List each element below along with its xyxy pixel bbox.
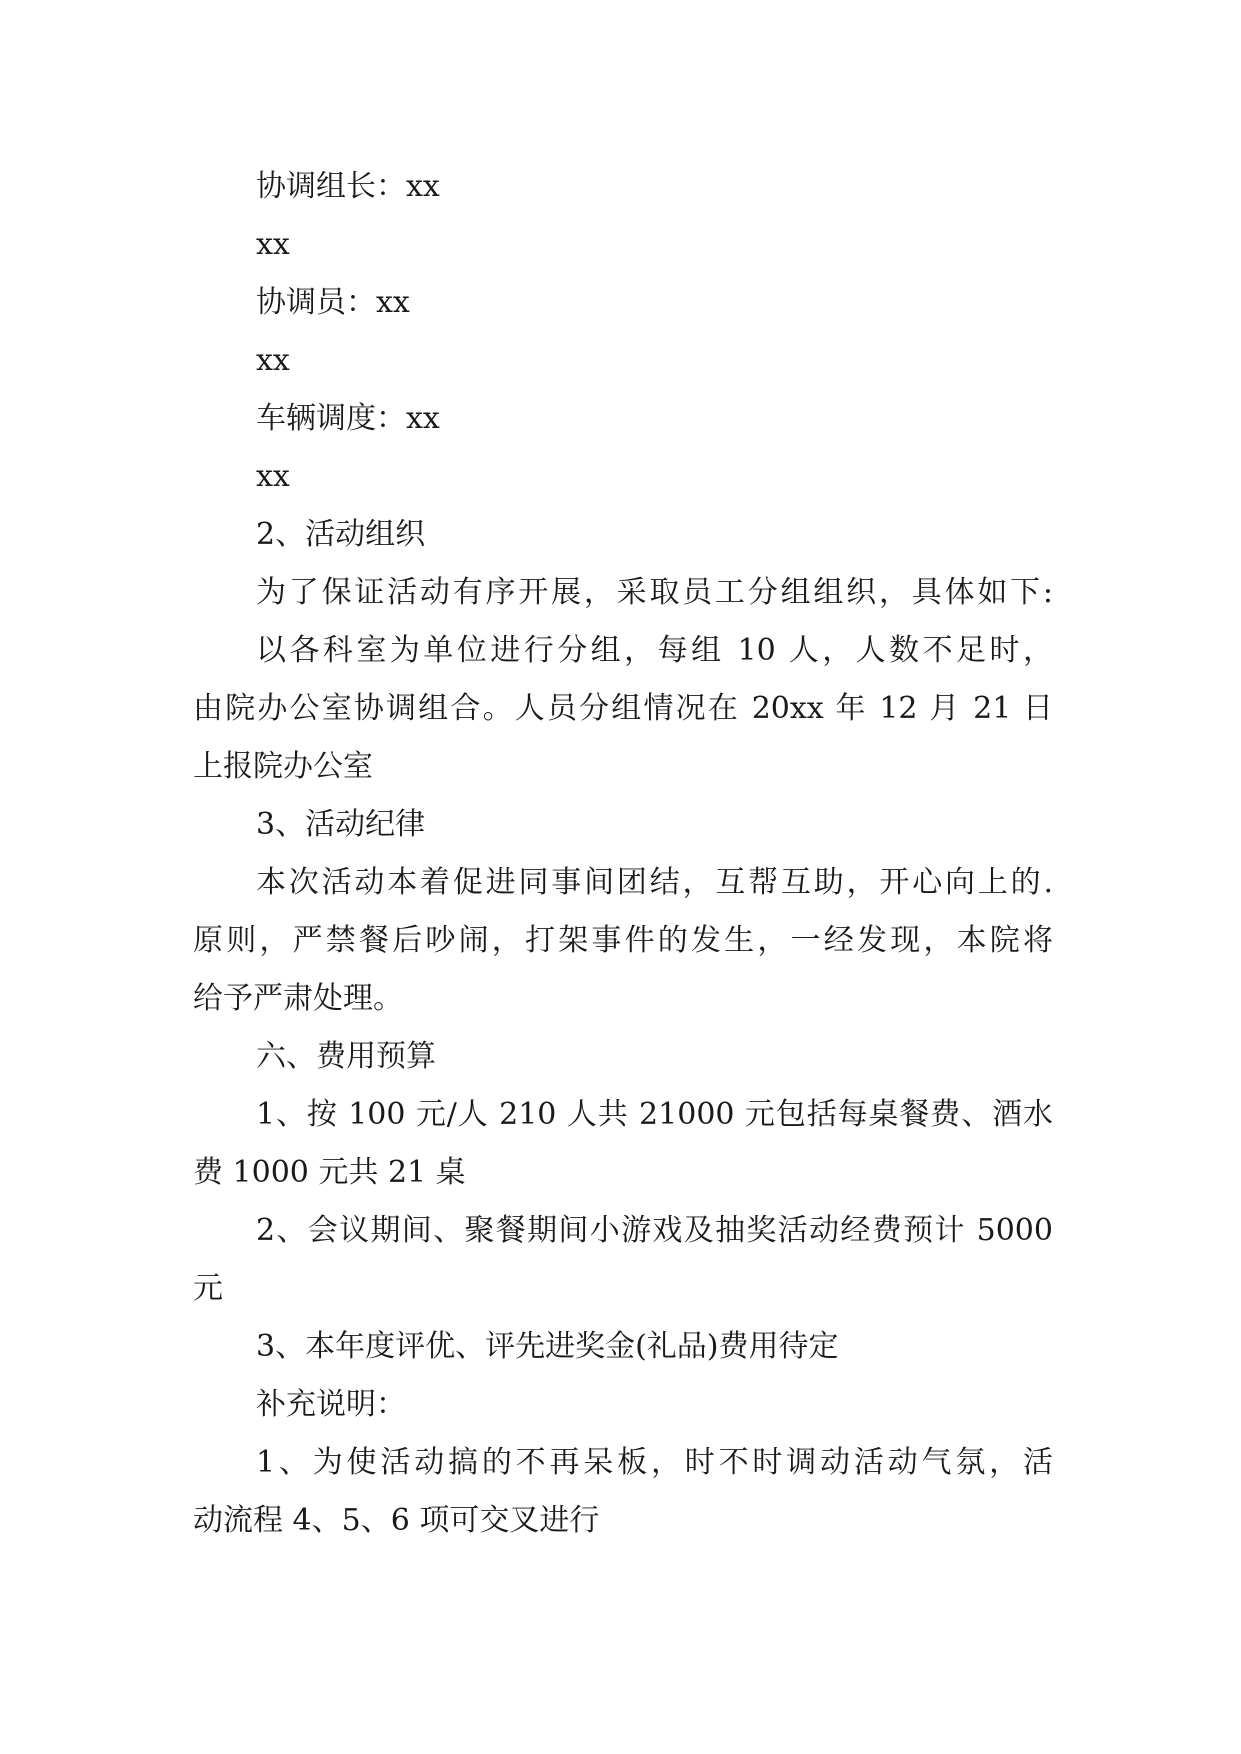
text-line: 原则，严禁餐后吵闹，打架事件的发生，一经发现，本院将 (193, 923, 1053, 958)
text-line: xx (256, 227, 290, 262)
text-line: 给予严肃处理。 (193, 981, 403, 1016)
section-heading: 2、活动组织 (256, 517, 426, 552)
section-heading: 六、费用预算 (256, 1039, 436, 1074)
text-line: 1、为使活动搞的不再呆板，时不时调动活动气氛，活 (256, 1445, 1053, 1480)
text-line: 动流程 4、5、6 项可交叉进行 (193, 1503, 600, 1538)
text-line: 上报院办公室 (193, 749, 373, 784)
text-line: 协调员：xx (256, 285, 410, 320)
text-line: 由院办公室协调组合。人员分组情况在 20xx 年 12 月 21 日 (193, 691, 1053, 726)
section-heading: 3、活动纪律 (256, 807, 426, 842)
text-line: 3、本年度评优、评先进奖金(礼品)费用待定 (256, 1329, 839, 1364)
text-line: 以各科室为单位进行分组，每组 10 人，人数不足时， (256, 633, 1053, 668)
text-line: 为了保证活动有序开展，采取员工分组组织，具体如下: (256, 575, 1053, 610)
text-line: 本次活动本着促进同事间团结，互帮互助，开心向上的. (256, 865, 1053, 900)
text-line: 协调组长：xx (256, 169, 440, 204)
section-heading: 补充说明： (256, 1387, 406, 1422)
text-line: 车辆调度：xx (256, 401, 440, 436)
text-line: 1、按 100 元/人 210 人共 21000 元包括每桌餐费、酒水 (256, 1097, 1053, 1132)
text-line: 元 (193, 1271, 223, 1306)
text-line: 费 1000 元共 21 桌 (193, 1155, 466, 1190)
text-line: 2、会议期间、聚餐期间小游戏及抽奖活动经费预计 5000 (256, 1213, 1053, 1248)
text-line: xx (256, 343, 290, 378)
text-line: xx (256, 459, 290, 494)
